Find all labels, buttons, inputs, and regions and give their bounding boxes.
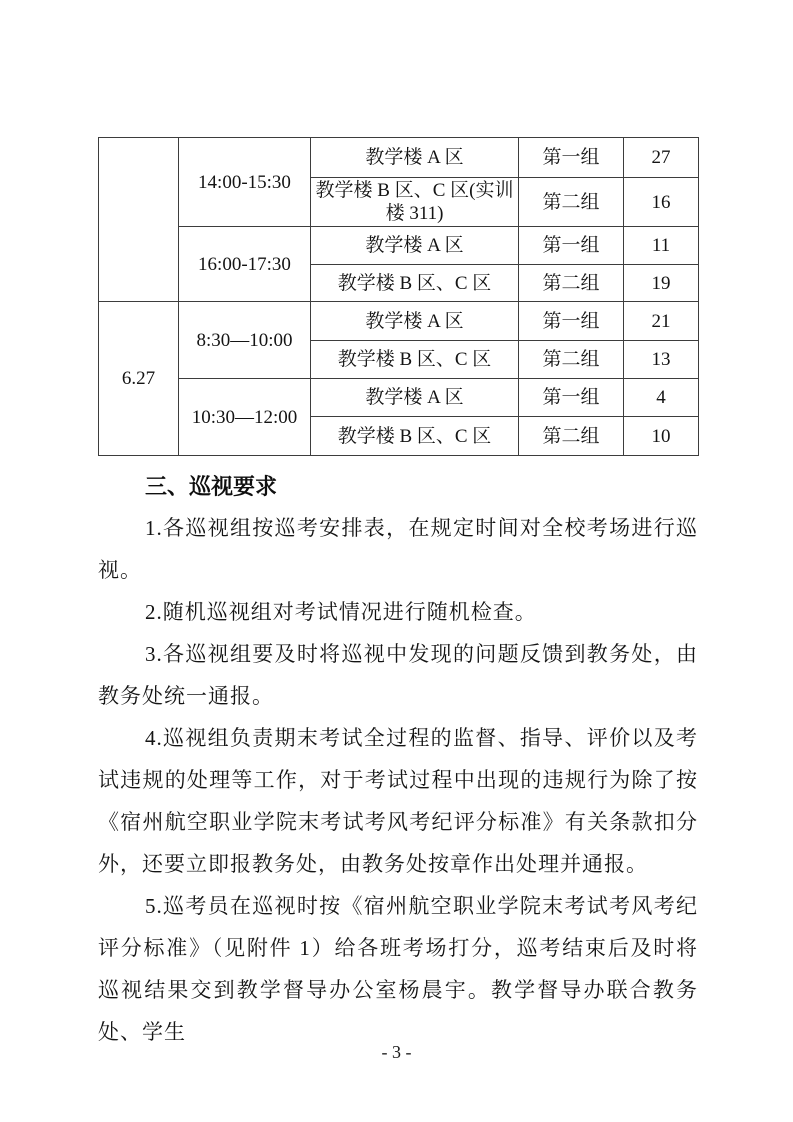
- table-cell-location: 教学楼 A 区: [311, 379, 519, 417]
- table-cell-time: 10:30—12:00: [179, 379, 311, 456]
- table-cell-count: 4: [624, 379, 699, 417]
- table-cell-group: 第一组: [519, 302, 624, 341]
- table-cell-location: 教学楼 B 区、C 区: [311, 265, 519, 302]
- table-cell-date: 6.27: [99, 302, 179, 456]
- table-cell-location: 教学楼 A 区: [311, 227, 519, 265]
- paragraph-requirement-5: 5.巡考员在巡视时按《宿州航空职业学院末考试考风考纪评分标准》（见附件 1）给各班考场打分，巡考结束后及时将巡视结果交到教学督导办公室杨晨宇。教学督导办联合教务处、学生: [98, 894, 698, 1044]
- table-cell-group: 第一组: [519, 227, 624, 265]
- table-cell-count: 13: [624, 341, 699, 379]
- table-cell-location: 教学楼 B 区、C 区: [311, 341, 519, 379]
- table-cell-count: 19: [624, 265, 699, 302]
- paragraph-requirement-2: 2.随机巡视组对考试情况进行随机检查。: [145, 600, 537, 624]
- table-cell-time: 8:30—10:00: [179, 302, 311, 379]
- table-cell-count: 21: [624, 302, 699, 341]
- table-cell-group: 第一组: [519, 138, 624, 178]
- table-row: [99, 379, 699, 417]
- exam-inspection-schedule-table: [98, 137, 699, 456]
- table-cell-group: 第二组: [519, 417, 624, 456]
- table-cell-count: 27: [624, 138, 699, 178]
- table-cell-time: 16:00-17:30: [179, 227, 311, 302]
- table-cell-count: 11: [624, 227, 699, 265]
- table-cell-group: 第二组: [519, 265, 624, 302]
- page-content: [98, 137, 698, 1053]
- table-cell-group: 第二组: [519, 341, 624, 379]
- table-row: [99, 138, 699, 178]
- table-cell-count: 16: [624, 178, 699, 227]
- paragraph-requirement-3: 3.各巡视组要及时将巡视中发现的问题反馈到教务处，由教务处统一通报。: [98, 642, 698, 708]
- table-row: [99, 227, 699, 265]
- table-cell-date: [99, 138, 179, 302]
- paragraph-requirement-1: 1.各巡视组按巡考安排表，在规定时间对全校考场进行巡视。: [98, 516, 698, 582]
- table-cell-group: 第一组: [519, 379, 624, 417]
- table-cell-location: 教学楼 A 区: [311, 302, 519, 341]
- table-cell-time: 14:00-15:30: [179, 138, 311, 227]
- section-heading-inspection-requirements: 三、巡视要求: [145, 474, 278, 499]
- page-number: - 3 -: [381, 1042, 412, 1062]
- table-row: [99, 302, 699, 341]
- table-cell-location: 教学楼 B 区、C 区: [311, 417, 519, 456]
- table-cell-count: 10: [624, 417, 699, 456]
- table-cell-group: 第二组: [519, 178, 624, 227]
- table-cell-location: 教学楼 A 区: [311, 138, 519, 178]
- table-cell-location: 教学楼 B 区、C 区(实训楼 311): [311, 178, 519, 227]
- paragraph-requirement-4: 4.巡视组负责期末考试全过程的监督、指导、评价以及考试违规的处理等工作，对于考试过程中出现的违规行为除了按《宿州航空职业学院末考试考风考纪评分标准》有关条款扣分外，还要立即报教务处，由教务处按章作出处理并通报。: [98, 726, 698, 876]
